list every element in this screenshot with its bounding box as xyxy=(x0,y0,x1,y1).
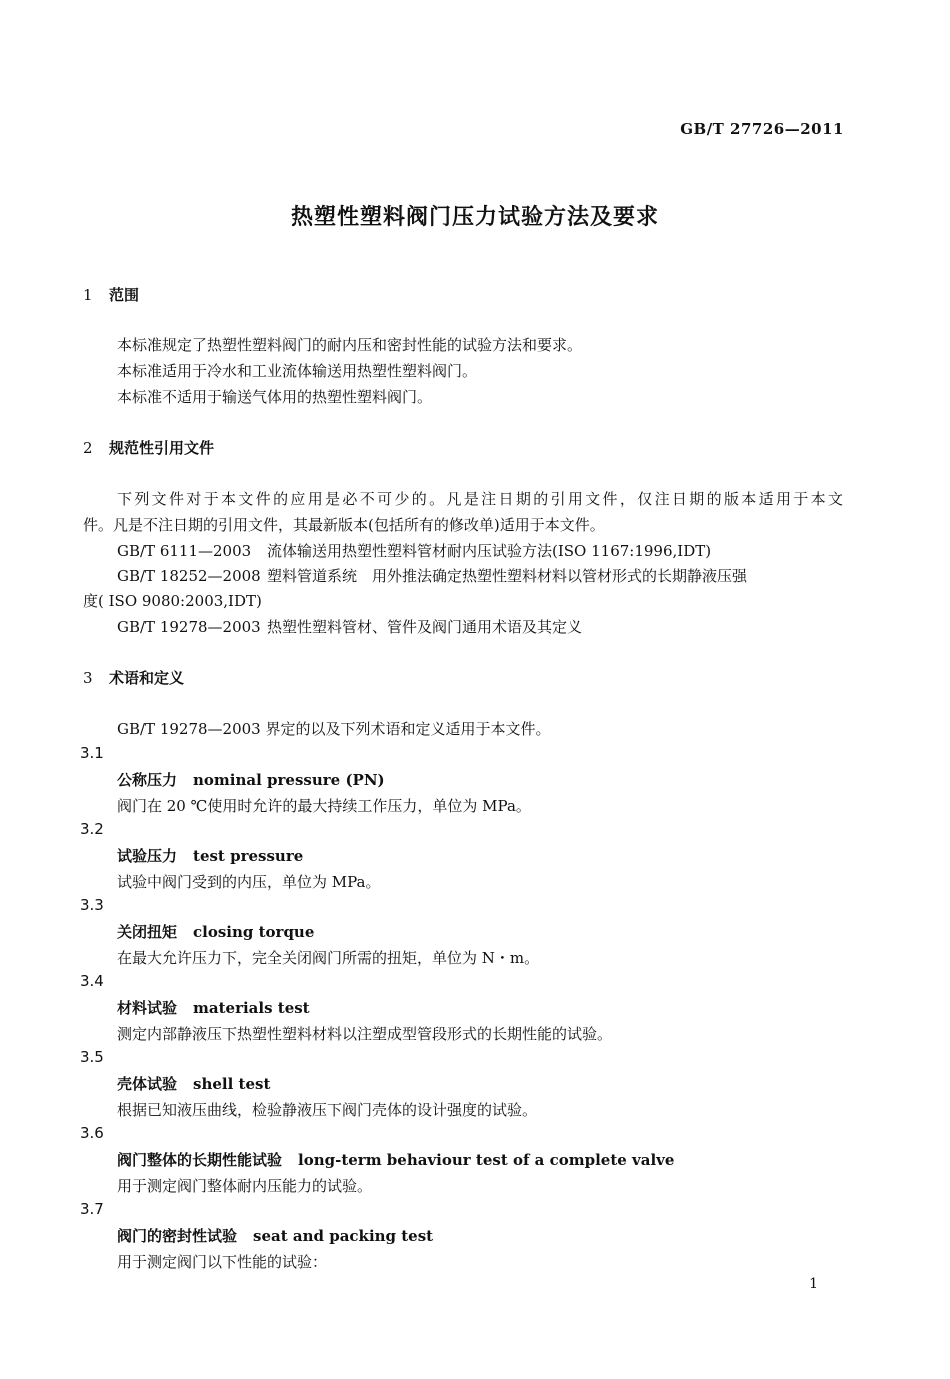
reference-title: 塑料管道系统 用外推法确定热塑性塑料材料以管材形式的长期静液压强 xyxy=(267,567,748,585)
reference-title: 热塑性塑料管材、管件及阀门通用术语及其定义 xyxy=(267,618,583,636)
term-number: 3.4 xyxy=(80,972,104,990)
page-number: 1 xyxy=(809,1276,818,1292)
term-heading xyxy=(117,1149,674,1170)
paragraph: 下列文件对于本文件的应用是必不可少的。凡是注日期的引用文件，仅注日期的版本适用于本文 xyxy=(117,490,843,508)
term-number: 3.1 xyxy=(80,744,104,762)
section-title: 规范性引用文件 xyxy=(109,439,215,457)
term-en: seat and packing test xyxy=(253,1227,434,1245)
paragraph: GB/T 19278—2003 界定的以及下列术语和定义适用于本文件。 xyxy=(117,720,551,738)
standard-code: GB/T 27726—2011 xyxy=(680,120,844,138)
term-definition: 根据已知液压曲线，检验静液压下阀门壳体的设计强度的试验。 xyxy=(117,1101,538,1119)
term-en: shell test xyxy=(193,1075,271,1093)
term-definition: 用于测定阀门以下性能的试验： xyxy=(117,1253,328,1271)
term-number: 3.2 xyxy=(80,820,104,838)
term-zh: 壳体试验 xyxy=(117,1075,178,1093)
section-number: 1 xyxy=(83,286,93,304)
section-number: 2 xyxy=(83,439,93,457)
reference-title: 流体输送用热塑性塑料管材耐内压试验方法(ISO 1167:1996,IDT) xyxy=(267,542,712,560)
term-zh: 公称压力 xyxy=(117,771,178,789)
term-en: materials test xyxy=(193,999,310,1017)
section-2-heading xyxy=(83,437,214,458)
term-en: closing torque xyxy=(193,923,315,941)
term-definition: 阀门在 20 ℃使用时允许的最大持续工作压力，单位为 MPa。 xyxy=(117,797,531,815)
term-heading xyxy=(117,1225,433,1246)
term-heading xyxy=(117,1073,270,1094)
term-en: nominal pressure (PN) xyxy=(193,771,385,789)
term-number: 3.3 xyxy=(80,896,104,914)
term-en: long-term behaviour test of a complete valve xyxy=(298,1151,675,1169)
paragraph: 本标准规定了热塑性塑料阀门的耐内压和密封性能的试验方法和要求。 xyxy=(117,336,583,354)
reference-continuation: 度( ISO 9080:2003,IDT) xyxy=(83,592,262,610)
section-3-heading xyxy=(83,667,184,688)
term-zh: 试验压力 xyxy=(117,847,178,865)
section-number: 3 xyxy=(83,669,93,687)
term-definition: 试验中阀门受到的内压，单位为 MPa。 xyxy=(117,873,381,891)
reference-item xyxy=(117,565,747,586)
reference-item xyxy=(117,616,582,637)
paragraph: 本标准不适用于输送气体用的热塑性塑料阀门。 xyxy=(117,388,433,406)
reference-code: GB/T 18252—2008 xyxy=(117,567,261,585)
term-number: 3.7 xyxy=(80,1200,104,1218)
term-zh: 关闭扭矩 xyxy=(117,923,178,941)
term-number: 3.5 xyxy=(80,1048,104,1066)
term-zh: 材料试验 xyxy=(117,999,178,1017)
document-title: 热塑性塑料阀门压力试验方法及要求 xyxy=(290,204,659,230)
reference-code: GB/T 6111—2003 xyxy=(117,542,252,560)
section-1-heading xyxy=(83,284,139,305)
section-title: 范围 xyxy=(109,286,140,304)
term-heading xyxy=(117,997,310,1018)
paragraph: 本标准适用于冷水和工业流体输送用热塑性塑料阀门。 xyxy=(117,362,478,380)
term-zh: 阀门的密封性试验 xyxy=(117,1227,238,1245)
term-definition: 在最大允许压力下，完全关闭阀门所需的扭矩，单位为 N・m。 xyxy=(117,949,540,967)
term-definition: 用于测定阀门整体耐内压能力的试验。 xyxy=(117,1177,373,1195)
paragraph-continuation: 件。凡是不注日期的引用文件，其最新版本(包括所有的修改单)适用于本文件。 xyxy=(83,516,605,534)
term-heading xyxy=(117,845,303,866)
term-en: test pressure xyxy=(193,847,304,865)
reference-item xyxy=(117,540,711,561)
term-zh: 阀门整体的长期性能试验 xyxy=(117,1151,283,1169)
section-title: 术语和定义 xyxy=(109,669,185,687)
term-definition: 测定内部静液压下热塑性塑料材料以注塑成型管段形式的长期性能的试验。 xyxy=(117,1025,613,1043)
reference-code: GB/T 19278—2003 xyxy=(117,618,261,636)
term-heading xyxy=(117,921,314,942)
term-number: 3.6 xyxy=(80,1124,104,1142)
term-heading xyxy=(117,769,385,790)
